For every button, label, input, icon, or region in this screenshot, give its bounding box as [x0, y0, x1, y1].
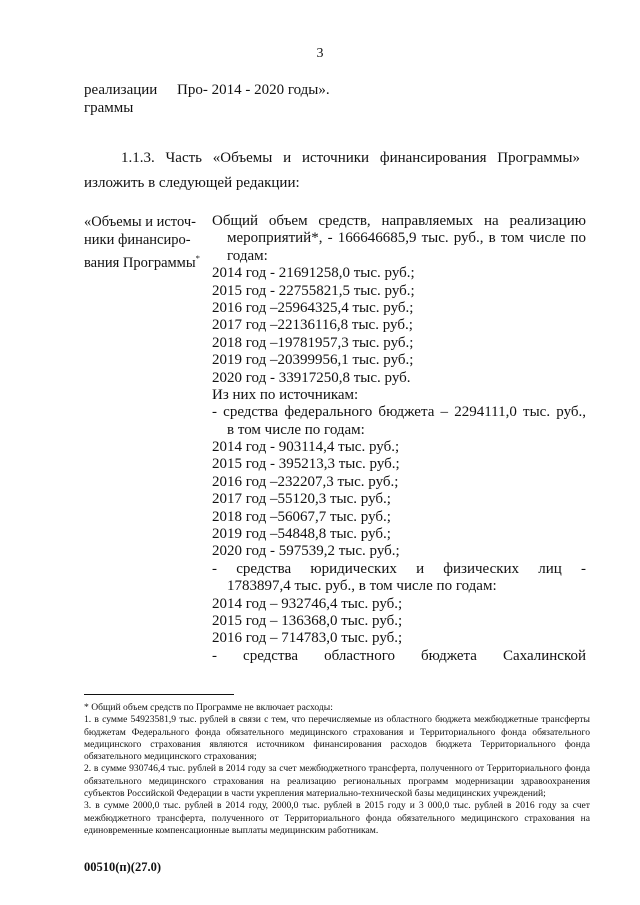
right-cell-line: 2014 год - 21691258,0 тыс. руб.; — [212, 265, 415, 282]
footnote-item: 1. в сумме 54923581,9 тыс. рублей в связи с тем, что перечисляемые из областного бюджета межбюджетные трансферты бюджетам Федерального фонда обязательного медицинского страхования и Территориального фонда обязательного медицинского страхования являются источником финансирования расходов бюджета Территориального фонда обязательного медицинского страхования; — [84, 714, 590, 763]
table-left-cell — [84, 213, 209, 272]
page-number: 3 — [316, 46, 324, 61]
right-cell-line: - средства федерального бюджета – 2294111,0 тыс. руб., — [212, 404, 586, 421]
footnotes — [84, 702, 590, 837]
left-cell-line: «Объемы и источ- — [84, 214, 196, 230]
right-cell-line: - средства юридических и физических лиц - — [212, 560, 586, 577]
footnote-item: * Общий объем средств по Программе не включает расходы: — [84, 702, 333, 713]
left-cell-line: ники финансиро- — [84, 232, 191, 248]
right-cell-line: годам: — [227, 247, 268, 264]
right-cell-line: Из них по источникам: — [212, 386, 359, 403]
document-number: 00510(п)(27.0) — [84, 860, 161, 874]
right-cell-line: 2019 год –20399956,1 тыс. руб.; — [212, 352, 414, 369]
right-cell-line: 2018 год –56067,7 тыс. руб.; — [212, 508, 391, 525]
amendment-paragraph: 1.1.3. Часть «Объемы и источники финансирования Программы» изложить в следующей редакции: — [84, 150, 580, 191]
right-cell-line: в том числе по годам: — [227, 421, 365, 438]
footnote-item: 3. в сумме 2000,0 тыс. рублей в 2014 году, 2000,0 тыс. рублей в 2015 году и 3 000,0 тыс. рублей в 2016 году за счет межбюджетного трансферта, полученного от Территориального фонда обязательного медицинского страхования на единовременные компенсационные выплаты медицинским работникам. — [84, 800, 590, 836]
right-cell-line: 2014 год - 903114,4 тыс. руб.; — [212, 439, 400, 456]
right-cell-line: 2020 год - 597539,2 тыс. руб.; — [212, 543, 400, 560]
right-cell-line: 2016 год –232207,3 тыс. руб.; — [212, 473, 399, 490]
left-cell-line: вания Программы* — [84, 253, 200, 271]
top-line-cell-1a: реализации — [84, 82, 158, 98]
right-cell-line: 2018 год –19781957,3 тыс. руб.; — [212, 334, 414, 351]
table-right-cell — [212, 213, 586, 665]
right-cell-line: - средства областного бюджета Сахалинской — [212, 647, 586, 664]
right-cell-line: 2017 год –22136116,8 тыс. руб.; — [212, 317, 413, 334]
right-cell-line: 1783897,4 тыс. руб., в том числе по годам: — [227, 578, 497, 595]
right-cell-line: 2015 год - 395213,3 тыс. руб.; — [212, 456, 400, 473]
right-cell-line: Общий объем средств, направляемых на реализацию — [212, 213, 586, 229]
right-cell-line: 2019 год –54848,8 тыс. руб.; — [212, 526, 391, 543]
footnote-divider — [84, 694, 234, 695]
right-cell-line: 2020 год - 33917250,8 тыс. руб. — [212, 369, 411, 386]
right-cell-line: 2017 год –55120,3 тыс. руб.; — [212, 491, 391, 508]
right-cell-line: 2015 год – 136368,0 тыс. руб.; — [212, 612, 403, 629]
right-cell-line: 2015 год - 22755821,5 тыс. руб.; — [212, 282, 415, 299]
top-line-cell-2: Про- 2014 - 2020 годы». — [177, 82, 330, 98]
right-cell-line: мероприятий*, - 166646685,9 тыс. руб., в том числе по — [227, 230, 586, 247]
footnote-mark: * — [195, 253, 200, 263]
right-cell-line: 2016 год –25964325,4 тыс. руб.; — [212, 299, 414, 316]
right-cell-line: 2016 год – 714783,0 тыс. руб.; — [212, 630, 403, 647]
table-row-top — [84, 81, 384, 117]
footnote-item: 2. в сумме 930746,4 тыс. рублей в 2014 году за счет межбюджетного трансферта, полученного от Территориального фонда обязательного медицинского страхования на реализацию региональных программ модернизации здравоохранения субъектов Российской Федерации в части укрепления материально-технической базы медицинских учреждений; — [84, 763, 590, 800]
top-line-cell-1b: граммы — [84, 100, 134, 116]
right-cell-line: 2014 год – 932746,4 тыс. руб.; — [212, 595, 403, 612]
